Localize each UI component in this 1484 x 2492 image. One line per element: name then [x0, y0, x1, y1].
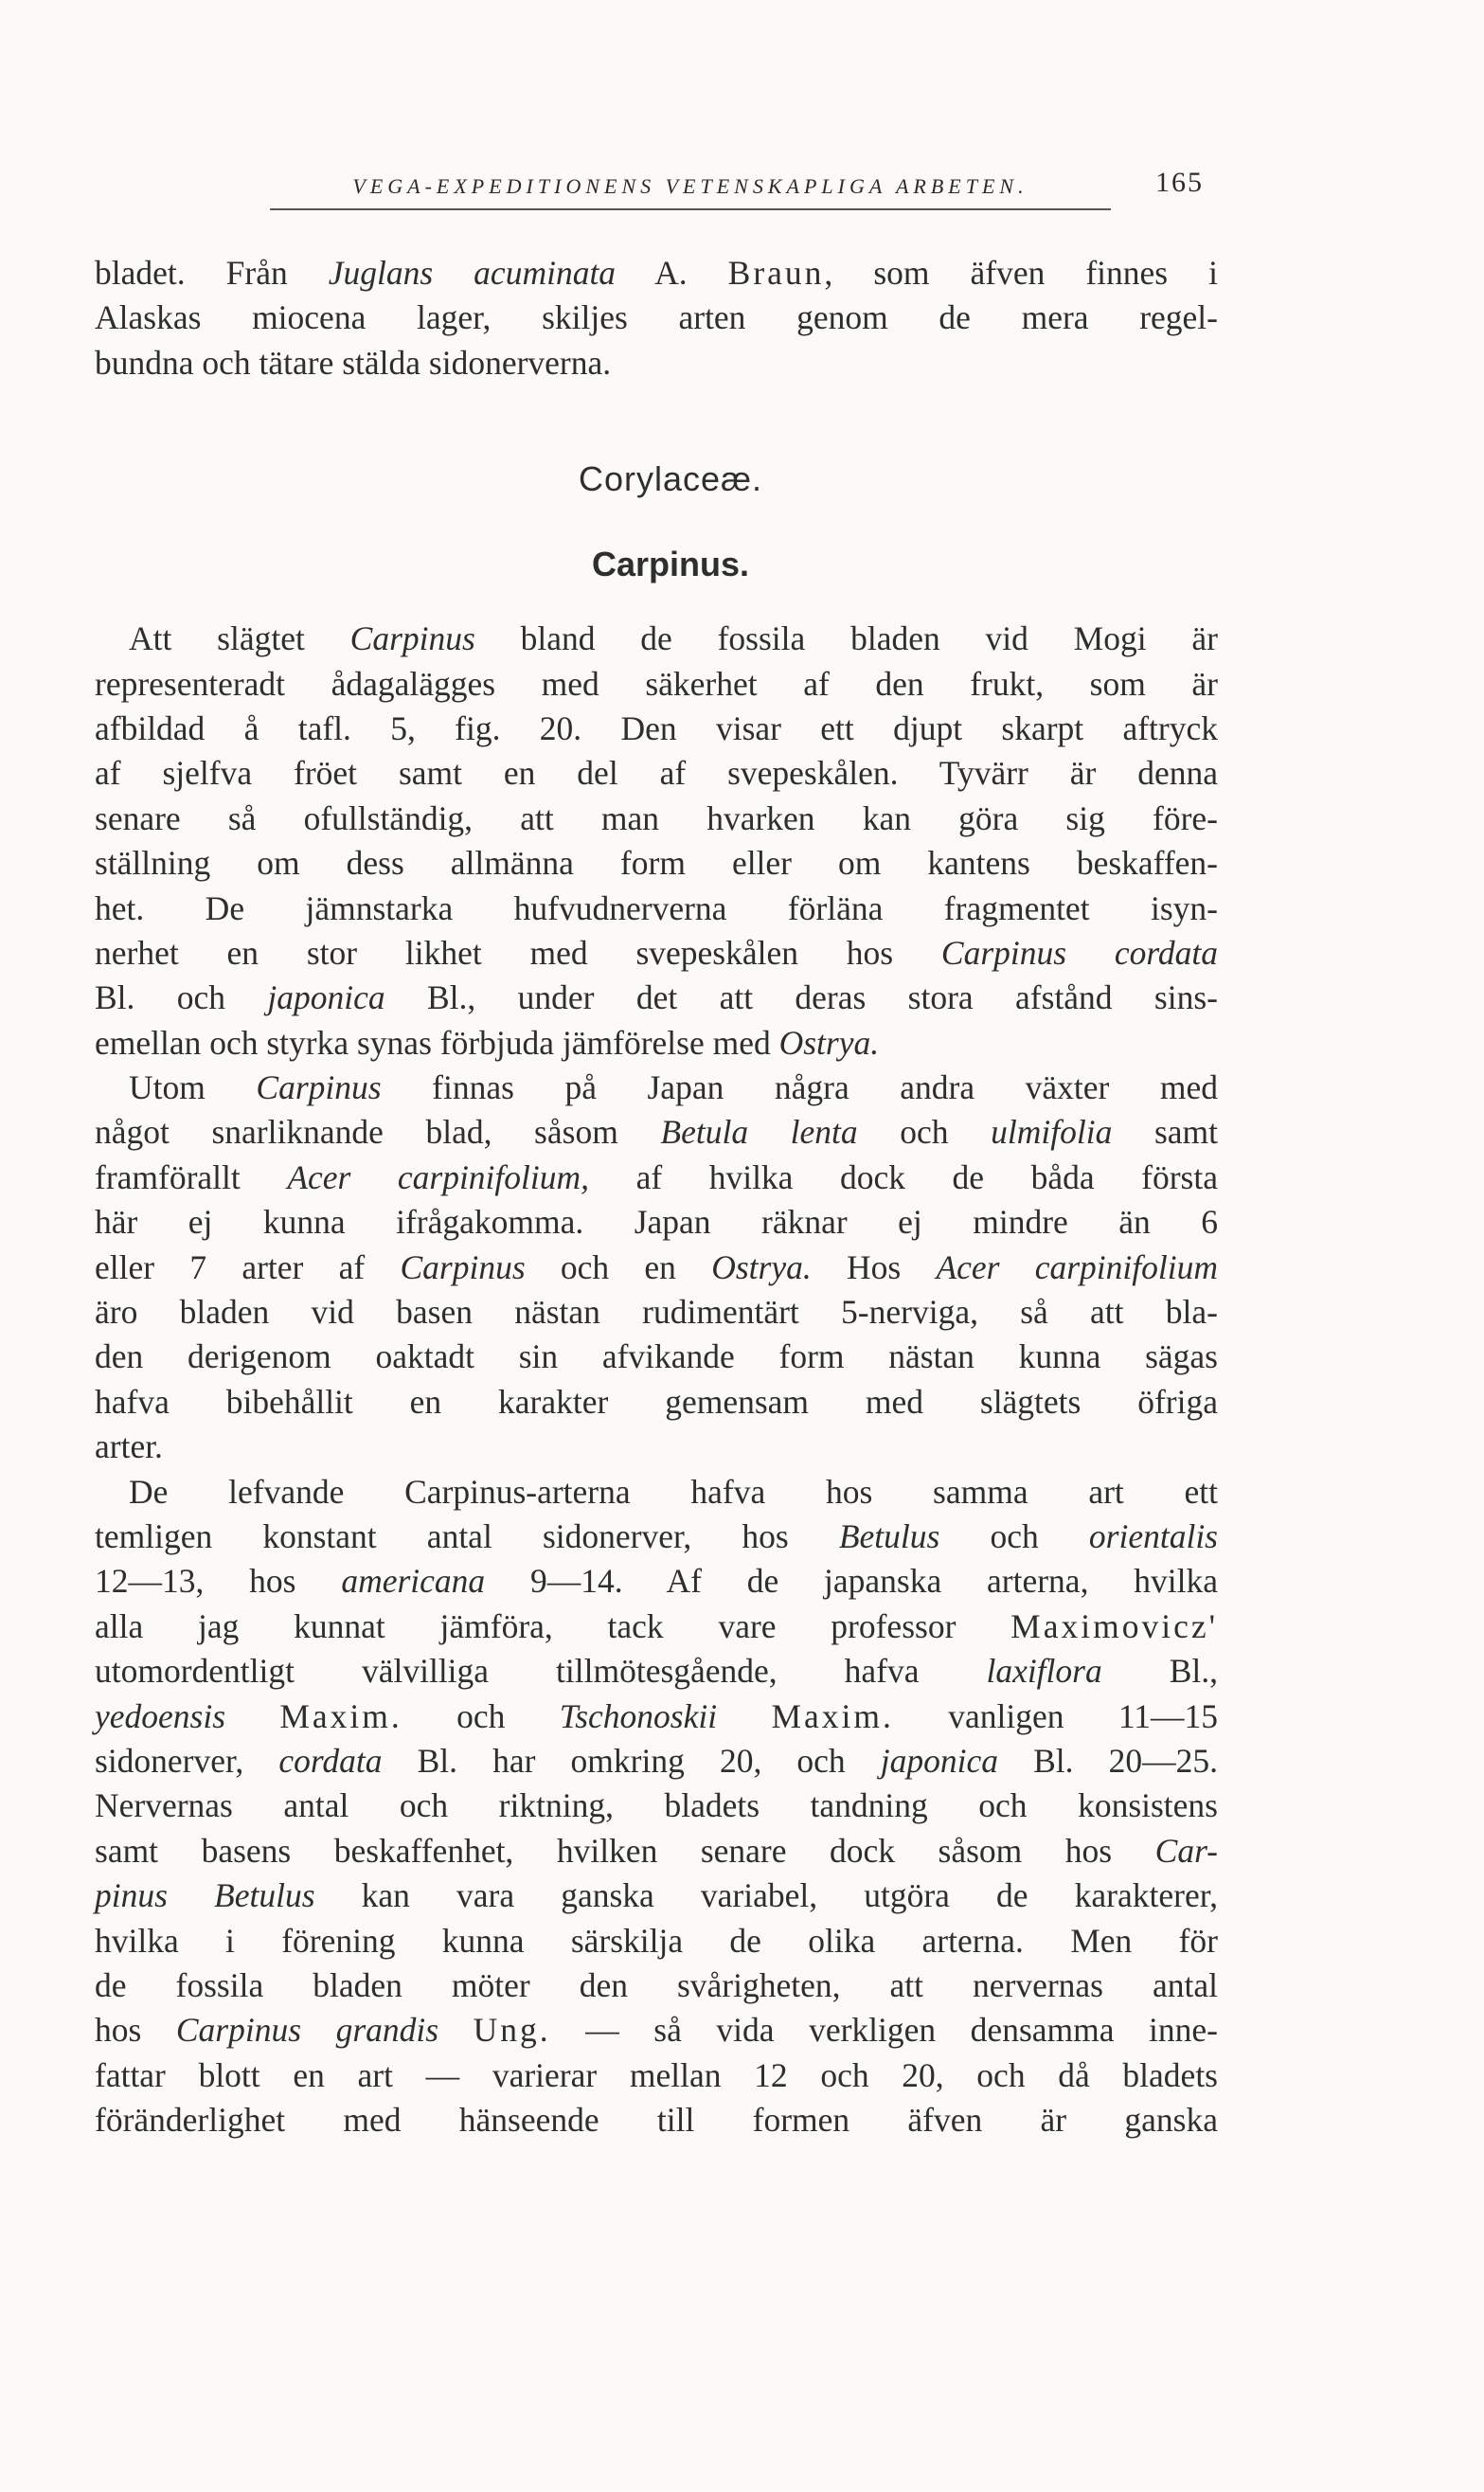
text-line: samt basens beskaffenhet, hvilken senare dock såsom hos Car-: [95, 1831, 1218, 1870]
text-line: alla jag kunnat jämföra, tack vare professor Maximovicz': [95, 1606, 1218, 1645]
text-line: pinus Betulus kan vara ganska variabel, utgöra de karakterer,: [95, 1876, 1218, 1915]
text-line: nerhet en stor likhet med svepeskålen hos Carpinus cordata: [95, 933, 1218, 972]
text-line: fattar blott en art — varierar mellan 12 och 20, och då bladets: [95, 2055, 1218, 2094]
header-rule: [270, 208, 1111, 210]
running-title: VEGA-EXPEDITIONENS VETENSKAPLIGA ARBETEN.: [352, 174, 1028, 198]
text-line: här ej kunna ifrågakomma. Japan räknar ej mindre än 6: [95, 1203, 1218, 1242]
text-line: hvilka i förening kunna särskilja de olika arterna. Men för: [95, 1921, 1218, 1960]
section-heading-genus: Carpinus.: [591, 545, 750, 584]
text-line: bladet. Från Juglans acuminata A. Braun, som äfven finnes i: [95, 254, 1218, 292]
text-line: De lefvande Carpinus-arterna hafva hos samma art ett: [129, 1472, 1218, 1511]
text-line: Nervernas antal och riktning, bladets tandning och konsistens: [95, 1786, 1218, 1825]
text-line: framförallt Acer carpinifolium, af hvilka dock de båda första: [95, 1157, 1218, 1196]
page-header: [270, 167, 1217, 205]
text-line: den derigenom oaktadt sin afvikande form nästan kunna sägas: [95, 1337, 1218, 1376]
text-line: hos Carpinus grandis Ung. — så vida verkligen densamma inne-: [95, 2011, 1218, 2050]
text-line: afbildad å tafl. 5, fig. 20. Den visar ett djupt skarpt aftryck: [95, 708, 1218, 747]
text-line: 12—13, hos americana 9—14. Af de japanska arterna, hvilka: [95, 1562, 1218, 1601]
text-line: Utom Carpinus finnas på Japan några andra växter med: [129, 1068, 1218, 1107]
text-line: utomordentligt välvilliga tillmötesgående, hafva laxiflora Bl.,: [95, 1652, 1218, 1691]
section-heading-family: Corylaceæ.: [578, 459, 763, 499]
body-text: [95, 251, 1218, 2142]
text-line: emellan och styrka synas förbjuda jämförelse med Ostrya.: [95, 1023, 880, 1062]
text-line: af sjelfva fröet samt en del af svepeskålen. Tyvärr är denna: [95, 754, 1218, 793]
text-line: de fossila bladen möter den svårigheten, att nervernas antal: [95, 1965, 1218, 2004]
text-line: yedoensis Maxim. och Tschonoskii Maxim. vanligen 11—15: [95, 1696, 1218, 1735]
text-line: het. De jämnstarka hufvudnerverna förläna fragmentet isyn-: [95, 888, 1218, 927]
text-line: eller 7 arter af Carpinus och en Ostrya. Hos Acer carpinifolium: [95, 1247, 1219, 1286]
text-line: Att slägtet Carpinus bland de fossila bladen vid Mogi är: [129, 619, 1218, 658]
text-line: föränderlighet med hänseende till formen äfven är ganska: [95, 2101, 1218, 2140]
text-line: sidonerver, cordata Bl. har omkring 20, och japonica Bl. 20—25.: [95, 1741, 1218, 1780]
page-number: 165: [1155, 167, 1204, 198]
text-line: äro bladen vid basen nästan rudimentärt 5-nerviga, så att bla-: [95, 1293, 1218, 1332]
text-line: Alaskas miocena lager, skiljes arten genom de mera regel-: [95, 298, 1218, 337]
text-line: temligen konstant antal sidonerver, hos Betulus och orientalis: [95, 1516, 1218, 1555]
text-line: bundna och tätare stälda sidonerverna.: [95, 343, 612, 382]
text-line: något snarliknande blad, såsom Betula lenta och ulmifolia samt: [95, 1113, 1218, 1152]
text-line: ställning om dess allmänna form eller om kantens beskaffen-: [95, 844, 1218, 883]
text-line: Bl. och japonica Bl., under det att deras stora afstånd sins-: [95, 978, 1218, 1017]
text-line: hafva bibehållit en karakter gemensam med slägtets öfriga: [95, 1382, 1218, 1421]
text-line: arter.: [95, 1427, 163, 1466]
text-line: representeradt ådagalägges med säkerhet af den frukt, som är: [95, 664, 1218, 703]
text-line: senare så ofullständig, att man hvarken kan göra sig före-: [95, 798, 1218, 837]
